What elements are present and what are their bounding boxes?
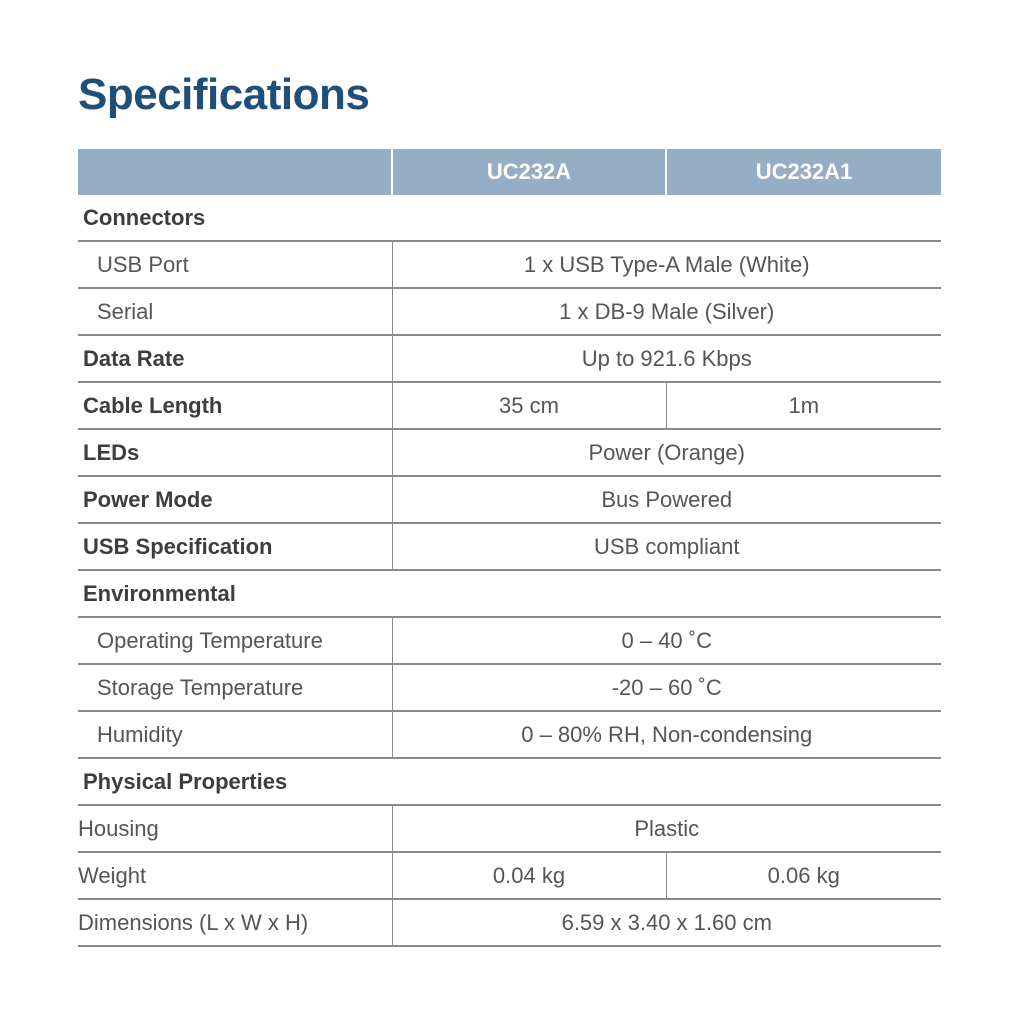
spec-value-uc232a1: 1m <box>666 382 941 429</box>
section-heading: Connectors <box>78 195 941 241</box>
header-cell-uc232a: UC232A <box>392 149 666 195</box>
spec-value: 6.59 x 3.40 x 1.60 cm <box>392 899 941 946</box>
section-heading: Physical Properties <box>78 758 941 805</box>
table-row <box>78 758 941 805</box>
table-row <box>78 523 941 570</box>
table-row <box>78 335 941 382</box>
spec-value-uc232a1: 0.06 kg <box>666 852 941 899</box>
spec-value: -20 – 60 ˚C <box>392 664 941 711</box>
table-row <box>78 570 941 617</box>
spec-label: Storage Temperature <box>78 664 392 711</box>
table-row <box>78 382 941 429</box>
section-heading: Environmental <box>78 570 941 617</box>
spec-label: Cable Length <box>78 382 392 429</box>
spec-value: 0 – 80% RH, Non-condensing <box>392 711 941 758</box>
page-title: Specifications <box>78 70 370 119</box>
spec-label: Dimensions (L x W x H) <box>78 899 392 946</box>
table-row <box>78 664 941 711</box>
table-row <box>78 617 941 664</box>
spec-table-body <box>78 195 941 946</box>
spec-value: 1 x DB-9 Male (Silver) <box>392 288 941 335</box>
header-cell-label <box>78 149 392 195</box>
spec-label: Weight <box>78 852 392 899</box>
spec-value: Up to 921.6 Kbps <box>392 335 941 382</box>
table-row <box>78 899 941 946</box>
table-row <box>78 241 941 288</box>
spec-value: 0 – 40 ˚C <box>392 617 941 664</box>
spec-value-uc232a: 35 cm <box>392 382 666 429</box>
spec-value: Power (Orange) <box>392 429 941 476</box>
spec-label: USB Port <box>78 241 392 288</box>
table-row <box>78 195 941 241</box>
table-row <box>78 852 941 899</box>
spec-value-uc232a: 0.04 kg <box>392 852 666 899</box>
spec-label: Humidity <box>78 711 392 758</box>
table-row <box>78 805 941 852</box>
table-row <box>78 288 941 335</box>
spec-value: Bus Powered <box>392 476 941 523</box>
spec-label: Serial <box>78 288 392 335</box>
spec-label: LEDs <box>78 429 392 476</box>
spec-value: Plastic <box>392 805 941 852</box>
spec-value: 1 x USB Type-A Male (White) <box>392 241 941 288</box>
spec-value: USB compliant <box>392 523 941 570</box>
table-row <box>78 429 941 476</box>
spec-label: Data Rate <box>78 335 392 382</box>
header-cell-uc232a1: UC232A1 <box>666 149 941 195</box>
spec-label: Power Mode <box>78 476 392 523</box>
table-header-row <box>78 149 941 195</box>
spec-table <box>78 149 941 947</box>
table-row <box>78 711 941 758</box>
spec-label: USB Specification <box>78 523 392 570</box>
table-row <box>78 476 941 523</box>
spec-label: Housing <box>78 805 392 852</box>
spec-label: Operating Temperature <box>78 617 392 664</box>
